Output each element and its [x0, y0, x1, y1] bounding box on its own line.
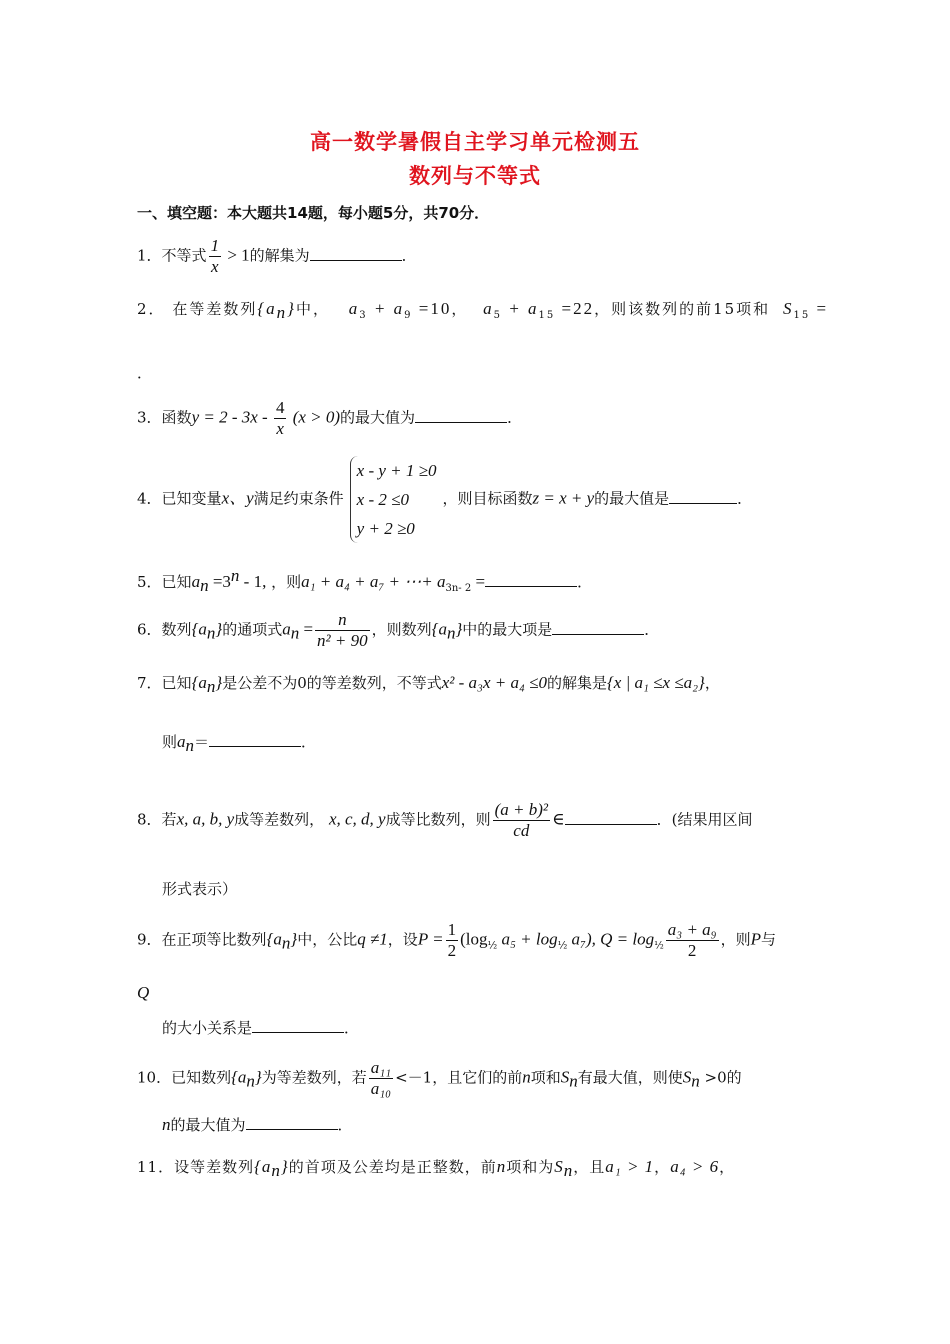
math-expression: - 1,: [239, 572, 267, 591]
question-text: 不等式: [161, 246, 207, 265]
answer-blank[interactable]: [252, 1018, 344, 1033]
question-text: 的通项式: [222, 620, 283, 639]
subscript: n: [281, 933, 291, 953]
question-number: 5．: [137, 573, 162, 591]
math-expression: (x > 0): [288, 407, 341, 427]
question-text: 在等差数列: [172, 300, 258, 318]
brace: }: [215, 673, 223, 692]
math-expression: }: [215, 619, 223, 639]
question-text: 则: [162, 733, 178, 751]
subscript: n: [246, 1071, 255, 1091]
subscript: 3n- 2: [445, 583, 472, 594]
question-1: [137, 236, 417, 277]
punctuation: ．: [337, 1116, 353, 1134]
section-heading: 一、填空题：本大题共14题，每小题5分，共70分．: [137, 204, 490, 222]
math-expression: =: [810, 299, 829, 318]
math-expression: n: [522, 1067, 531, 1087]
question-text: 的大小关系是: [162, 1019, 253, 1037]
brace: }: [280, 1157, 289, 1176]
math-expression: a: [177, 732, 186, 751]
question-number: 9．: [137, 930, 162, 949]
question-text: 是公差不为0的等差数列，不等式: [222, 674, 442, 692]
fraction: [446, 920, 459, 961]
punctuation: ．: [344, 1019, 360, 1037]
subscript: 15: [538, 310, 556, 321]
punctuation: ．: [577, 573, 593, 591]
question-text: 若: [161, 810, 177, 829]
subscript: n: [290, 623, 300, 643]
question-8: [137, 800, 752, 841]
brace: }: [698, 673, 705, 692]
answer-blank[interactable]: [246, 1115, 338, 1130]
math-expression: {a: [431, 619, 447, 639]
math-expression: =: [299, 619, 314, 639]
question-text: ，则: [720, 930, 751, 949]
question-text: 的首项及公差均是正整数，前: [288, 1158, 497, 1176]
subscript: 5: [493, 310, 503, 321]
fraction-denominator: cd: [513, 821, 530, 840]
punctuation: ．: [644, 620, 660, 639]
question-text: 成等比数列，则: [385, 810, 491, 829]
question-text: 与: [760, 930, 776, 949]
fraction: [493, 800, 550, 841]
question-text: 满足约束条件: [253, 489, 344, 508]
answer-blank[interactable]: [669, 489, 737, 504]
math-expression: a₅ + log: [497, 929, 558, 949]
constraint: y + 2 ≥0: [356, 519, 415, 538]
question-number: 2．: [137, 300, 166, 318]
constraint: x - y + 1 ≥0: [356, 461, 437, 480]
answer-blank[interactable]: [552, 620, 644, 635]
fraction-numerator: 1: [447, 920, 457, 939]
subscript: n: [185, 736, 195, 755]
fraction-denominator: 2: [447, 941, 457, 960]
fraction-numerator: a₃ + a₉: [667, 920, 717, 939]
math-expression: (log: [460, 929, 488, 949]
question-10: [137, 1058, 742, 1099]
subscript: n: [271, 1161, 281, 1180]
punctuation: ．: [507, 408, 523, 427]
math-expression: a: [483, 299, 494, 318]
question-text: 的解集是: [546, 674, 607, 692]
fraction-denominator: n² + 90: [317, 631, 368, 650]
question-text: ，且: [573, 1158, 606, 1176]
punctuation: ．: [301, 733, 317, 751]
question-6: [137, 610, 659, 651]
punctuation: ，: [654, 1158, 671, 1176]
math-expression: x, a, b, y: [176, 809, 235, 829]
superscript: n: [230, 566, 240, 585]
math-expression: ＝: [194, 733, 210, 751]
question-text: 已知: [161, 674, 192, 692]
fraction-numerator: n: [315, 610, 370, 631]
document-title: 高一数学暑假自主学习单元检测五: [310, 130, 640, 154]
punctuation: ，: [704, 674, 720, 692]
math-expression: }: [455, 619, 463, 639]
math-expression: a: [191, 572, 201, 591]
fraction: [274, 398, 287, 439]
question-11: [137, 1156, 735, 1181]
question-text: <－1，且它们的前: [395, 1068, 523, 1087]
fraction: [369, 1058, 393, 1099]
math-expression: S: [682, 1067, 692, 1087]
question-text: 已知变量: [161, 489, 222, 508]
document-subtitle: 数列与不等式: [409, 164, 541, 188]
math-expression: n: [162, 1115, 171, 1134]
math-expression: }: [290, 929, 298, 949]
question-7: [137, 672, 720, 697]
question-10-continuation: [162, 1114, 353, 1135]
fraction-denominator: x: [276, 419, 284, 438]
math-expression: a: [348, 299, 360, 318]
fraction: [209, 236, 222, 277]
math-expression: x、y: [221, 488, 254, 508]
question-text: 中的最大项是: [462, 620, 553, 639]
math-expression: x | a₁ ≤x ≤a₂: [613, 673, 699, 692]
math-expression: a₇), Q = log: [567, 929, 655, 949]
question-7-continuation: [162, 731, 316, 756]
subscript: 9: [404, 310, 413, 321]
question-number: 3．: [137, 408, 162, 427]
subscript: n: [206, 623, 216, 643]
fraction: [315, 610, 370, 651]
constraint-system: [350, 456, 437, 543]
question-text: 已知: [161, 573, 192, 591]
math-expression: {a: [231, 1067, 247, 1087]
math-expression: a₁ + a₄ + a₇ + ⋯+ a: [301, 572, 446, 591]
question-text: 项和为: [506, 1158, 555, 1176]
fraction-numerator: a₁₁: [370, 1058, 392, 1077]
question-text: 为等差数列，若: [261, 1068, 367, 1087]
question-number: 6．: [137, 620, 162, 639]
math-expression: + a: [502, 299, 539, 318]
brace: {: [606, 673, 614, 692]
subscript: n: [206, 677, 216, 696]
question-text: ，设: [387, 930, 418, 949]
question-text: ，则该数列的前15项和: [594, 300, 771, 318]
question-text: 的最大值是: [594, 489, 670, 508]
question-text: 的解集为: [249, 246, 310, 265]
math-expression: }: [287, 299, 296, 318]
question-9: [137, 920, 776, 961]
math-expression: S: [554, 1157, 564, 1176]
fraction-denominator: a₁₀: [370, 1079, 392, 1098]
punctuation: ．: [401, 246, 417, 265]
subscript: 15: [793, 310, 811, 321]
subscript: ½: [557, 940, 568, 952]
question-text: 设等差数列: [174, 1158, 255, 1176]
question-text: 项和: [530, 1068, 561, 1087]
subscript: n: [569, 1071, 578, 1091]
answer-blank[interactable]: [209, 732, 301, 747]
question-2: [137, 298, 828, 323]
math-expression: n: [496, 1157, 507, 1176]
question-number: 8．: [137, 810, 162, 829]
math-expression: =: [471, 572, 486, 591]
subscript: n: [446, 623, 456, 643]
subscript: n: [691, 1071, 700, 1091]
question-text: >0的: [699, 1068, 742, 1087]
question-text: 在正项等比数列: [161, 930, 267, 949]
question-text: ，则数列: [371, 620, 432, 639]
punctuation: ，: [451, 300, 469, 318]
math-expression: x² - a₃x + a₄ ≤0: [441, 673, 547, 692]
question-number: 11．: [137, 1158, 175, 1176]
punctuation: ，: [719, 1158, 736, 1176]
subscript: ½: [654, 940, 664, 952]
answer-blank[interactable]: [485, 572, 577, 587]
question-text: ，则: [266, 573, 302, 591]
question-number: 7．: [137, 674, 162, 692]
question-text: 已知数列: [171, 1068, 232, 1087]
math-expression: z = x + y: [532, 488, 595, 508]
math-expression: =22: [555, 299, 595, 318]
math-expression: P =: [417, 929, 444, 949]
question-text: 函数: [161, 408, 192, 427]
constraint: x - 2 ≤0: [356, 490, 409, 509]
brace: {: [191, 673, 199, 692]
question-8-continuation: 形式表示）: [162, 880, 238, 898]
answer-blank[interactable]: [310, 246, 402, 261]
fraction-numerator: 4: [275, 398, 285, 417]
math-expression: q ≠1: [357, 929, 388, 949]
subscript: n: [200, 576, 209, 595]
question-text: 成等差数列，: [234, 810, 325, 829]
answer-blank[interactable]: [565, 810, 657, 825]
math-expression: }: [254, 1067, 262, 1087]
subscript: n: [563, 1161, 574, 1180]
question-4: [137, 456, 752, 543]
question-text: 的最大值为: [340, 408, 416, 427]
math-expression: a: [261, 1157, 272, 1176]
fraction-numerator: 1: [210, 236, 220, 255]
math-expression: {a: [191, 619, 207, 639]
question-text: 中，公比: [297, 930, 358, 949]
math-expression: P: [750, 929, 761, 949]
answer-blank[interactable]: [415, 408, 507, 423]
question-text: 中，: [295, 300, 330, 318]
question-9-continuation: Q: [137, 983, 150, 1002]
question-text: 的最大值为: [170, 1116, 246, 1134]
question-text: 数列: [161, 620, 192, 639]
question-5: [137, 566, 592, 596]
question-number: 1．: [137, 246, 162, 265]
question-9-continuation-2: [162, 1017, 359, 1038]
subscript: ½: [487, 940, 498, 952]
math-expression: + a: [367, 299, 405, 318]
question-number: 10．: [137, 1068, 172, 1087]
math-expression: S: [782, 299, 794, 318]
math-expression: x, c, d, y: [328, 809, 386, 829]
math-expression: y = 2 - 3x -: [191, 407, 272, 427]
math-expression: a₄ > 6: [670, 1157, 720, 1176]
fraction: [666, 920, 719, 961]
question-2-continuation: ．: [137, 364, 153, 382]
math-expression: {a: [266, 929, 282, 949]
math-expression: a₁ > 1: [605, 1157, 655, 1176]
question-number: 4．: [137, 489, 162, 508]
math-expression: a: [282, 619, 291, 639]
math-expression: a: [198, 673, 207, 692]
question-text: ，则目标函数: [442, 489, 533, 508]
punctuation: ．: [737, 489, 753, 508]
math-expression: =3: [208, 572, 231, 591]
math-expression: > 1: [223, 245, 250, 265]
question-text: 有最大值，则使: [577, 1068, 683, 1087]
fraction-numerator: (a + b)²: [494, 800, 548, 819]
math-expression: =10: [412, 299, 452, 318]
math-expression: {a: [257, 299, 277, 318]
math-expression: S: [560, 1067, 570, 1087]
question-text: ．(结果用区间: [656, 810, 753, 829]
brace: {: [254, 1157, 262, 1176]
fraction-denominator: 2: [687, 941, 697, 960]
fraction-denominator: x: [211, 257, 219, 276]
math-expression: ∈: [552, 809, 565, 829]
question-3: [137, 398, 522, 439]
subscript: n: [276, 303, 288, 322]
subscript: 3: [359, 310, 368, 321]
